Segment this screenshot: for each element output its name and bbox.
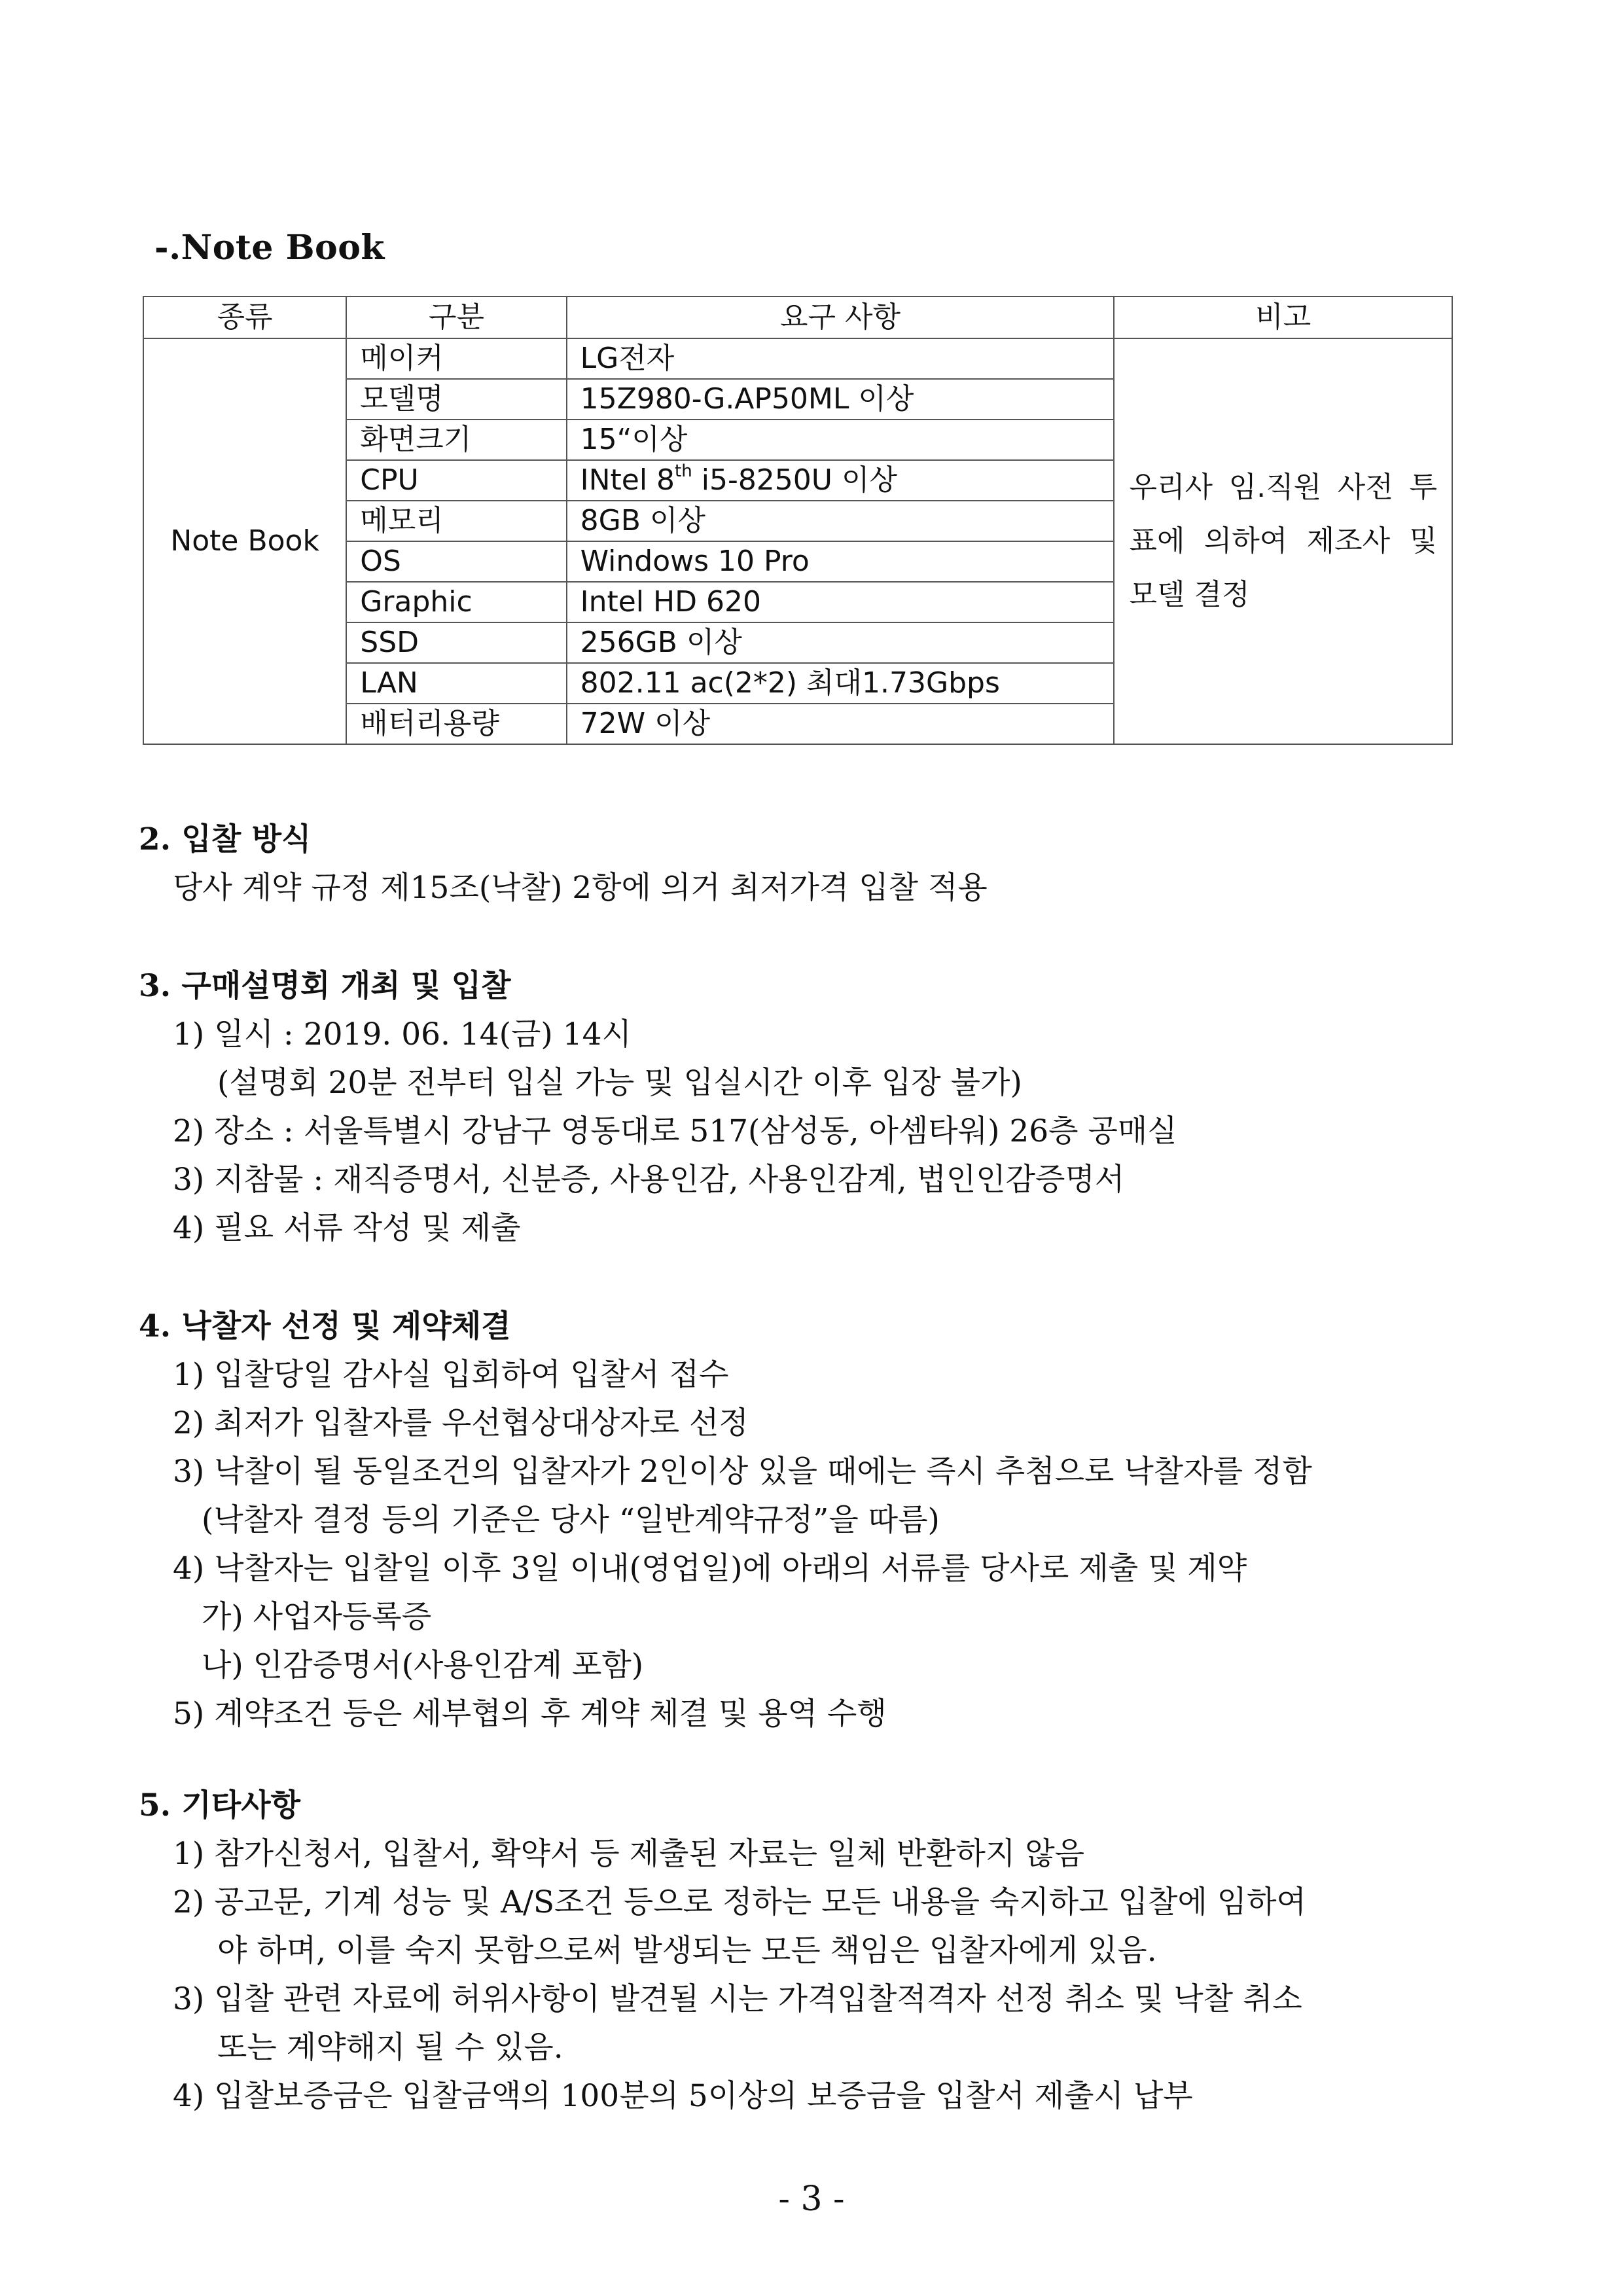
section-line: 나) 인감증명서(사용인감계 포함) — [202, 1647, 644, 1683]
section-title: 5. 기타사항 — [139, 1787, 301, 1823]
category-cell: OS — [346, 541, 566, 582]
section-title: 2. 입찰 방식 — [139, 821, 312, 857]
category-cell: SSD — [346, 622, 566, 663]
section-line: (설명회 20분 전부터 입실 가능 및 입실시간 이후 입장 불가) — [217, 1065, 1022, 1101]
requirement-cell — [567, 460, 1115, 501]
remark-cell: 우리사 임.직원 사전 투표에 의하여 제조사 및 모델 결정 — [1114, 338, 1452, 744]
section-bidding-method — [139, 816, 988, 912]
section-line: 가) 사업자등록증 — [202, 1599, 432, 1635]
requirement-cell: 256GB 이상 — [567, 622, 1115, 663]
category-cell: 배터리용량 — [346, 704, 566, 744]
section-line: 4) 낙찰자는 입찰일 이후 3일 이내(영업일)에 아래의 서류를 당사로 제출 및 계약 — [173, 1551, 1247, 1587]
section-line: 야 하며, 이를 숙지 못함으로써 발생되는 모든 책임은 입찰자에게 있음. — [217, 1933, 1157, 1969]
section-line: 또는 계약해지 될 수 있음. — [217, 2030, 563, 2066]
requirement-cell: 802.11 ac(2*2) 최대1.73Gbps — [567, 663, 1115, 704]
section-line: 1) 입찰당일 감사실 입회하여 입찰서 접수 — [173, 1357, 729, 1393]
category-cell: Graphic — [346, 582, 566, 622]
requirement-cell: Intel HD 620 — [567, 582, 1115, 622]
spec-table — [143, 296, 1453, 745]
category-cell: 화면크기 — [346, 420, 566, 460]
section-line: 2) 장소 : 서울특별시 강남구 영동대로 517(삼성동, 아셈타워) 26층 공매실 — [173, 1113, 1177, 1149]
section-line: 4) 필요 서류 작성 및 제출 — [173, 1210, 521, 1246]
requirement-cell: 72W 이상 — [567, 704, 1115, 744]
requirement-cell: 8GB 이상 — [567, 501, 1115, 541]
category-cell: 메이커 — [346, 338, 566, 379]
section-line: 2) 최저가 입찰자를 우선협상대상자로 선정 — [173, 1405, 749, 1441]
header-remark: 비고 — [1114, 296, 1452, 338]
section-line: 4) 입찰보증금은 입찰금액의 100분의 5이상의 보증금을 입찰서 제출시 납부 — [173, 2078, 1193, 2114]
header-requirement: 요구 사항 — [567, 296, 1115, 338]
page-number: - 3 - — [778, 2179, 845, 2219]
header-category: 구분 — [346, 296, 566, 338]
section-line: 3) 낙찰이 될 동일조건의 입찰자가 2인이상 있을 때에는 즉시 추첨으로 낙찰자를 정함 — [173, 1454, 1312, 1490]
requirement-cell: Windows 10 Pro — [567, 541, 1115, 582]
section-line: 당사 계약 규정 제15조(낙찰) 2항에 의거 최저가격 입찰 적용 — [173, 870, 988, 906]
section-heading: -.Note Book — [154, 228, 385, 268]
requirement-cell: 15Z980-G.AP50ML 이상 — [567, 379, 1115, 420]
section-misc — [139, 1782, 1306, 2121]
header-kind: 종류 — [143, 296, 346, 338]
section-line: 2) 공고문, 기계 성능 및 A/S조건 등으로 정하는 모든 내용을 숙지하고 입찰에 임하여 — [173, 1884, 1306, 1920]
cpu-text-rest: i5-8250U 이상 — [692, 463, 897, 497]
section-winner-selection — [139, 1302, 1312, 1738]
section-briefing — [139, 962, 1177, 1253]
category-cell: 메모리 — [346, 501, 566, 541]
section-line: 1) 일시 : 2019. 06. 14(금) 14시 — [173, 1016, 632, 1052]
section-title: 3. 구매설명회 개최 및 입찰 — [139, 968, 511, 1004]
section-line: 3) 입찰 관련 자료에 허위사항이 발견될 시는 가격입찰적격자 선정 취소 및 낙찰 취소 — [173, 1981, 1302, 2017]
category-cell: CPU — [346, 460, 566, 501]
table-header-row — [143, 296, 1452, 338]
section-line: (낙찰자 결정 등의 기준은 당사 “일반계약규정”을 따름) — [202, 1502, 940, 1538]
cpu-text: INtel 8 — [580, 463, 675, 497]
category-cell: 모델명 — [346, 379, 566, 420]
section-title: 4. 낙찰자 선정 및 계약체결 — [139, 1308, 511, 1344]
section-line: 1) 참가신청서, 입찰서, 확약서 등 제출된 자료는 일체 반환하지 않음 — [173, 1836, 1085, 1872]
table-row — [143, 338, 1452, 379]
category-cell: LAN — [346, 663, 566, 704]
cpu-superscript: th — [675, 461, 692, 481]
kind-cell: Note Book — [143, 338, 346, 744]
section-line: 3) 지참물 : 재직증명서, 신분증, 사용인감, 사용인감계, 법인인감증명서 — [173, 1162, 1125, 1198]
requirement-cell: 15“이상 — [567, 420, 1115, 460]
requirement-cell: LG전자 — [567, 338, 1115, 379]
section-line: 5) 계약조건 등은 세부협의 후 계약 체결 및 용역 수행 — [173, 1696, 887, 1732]
